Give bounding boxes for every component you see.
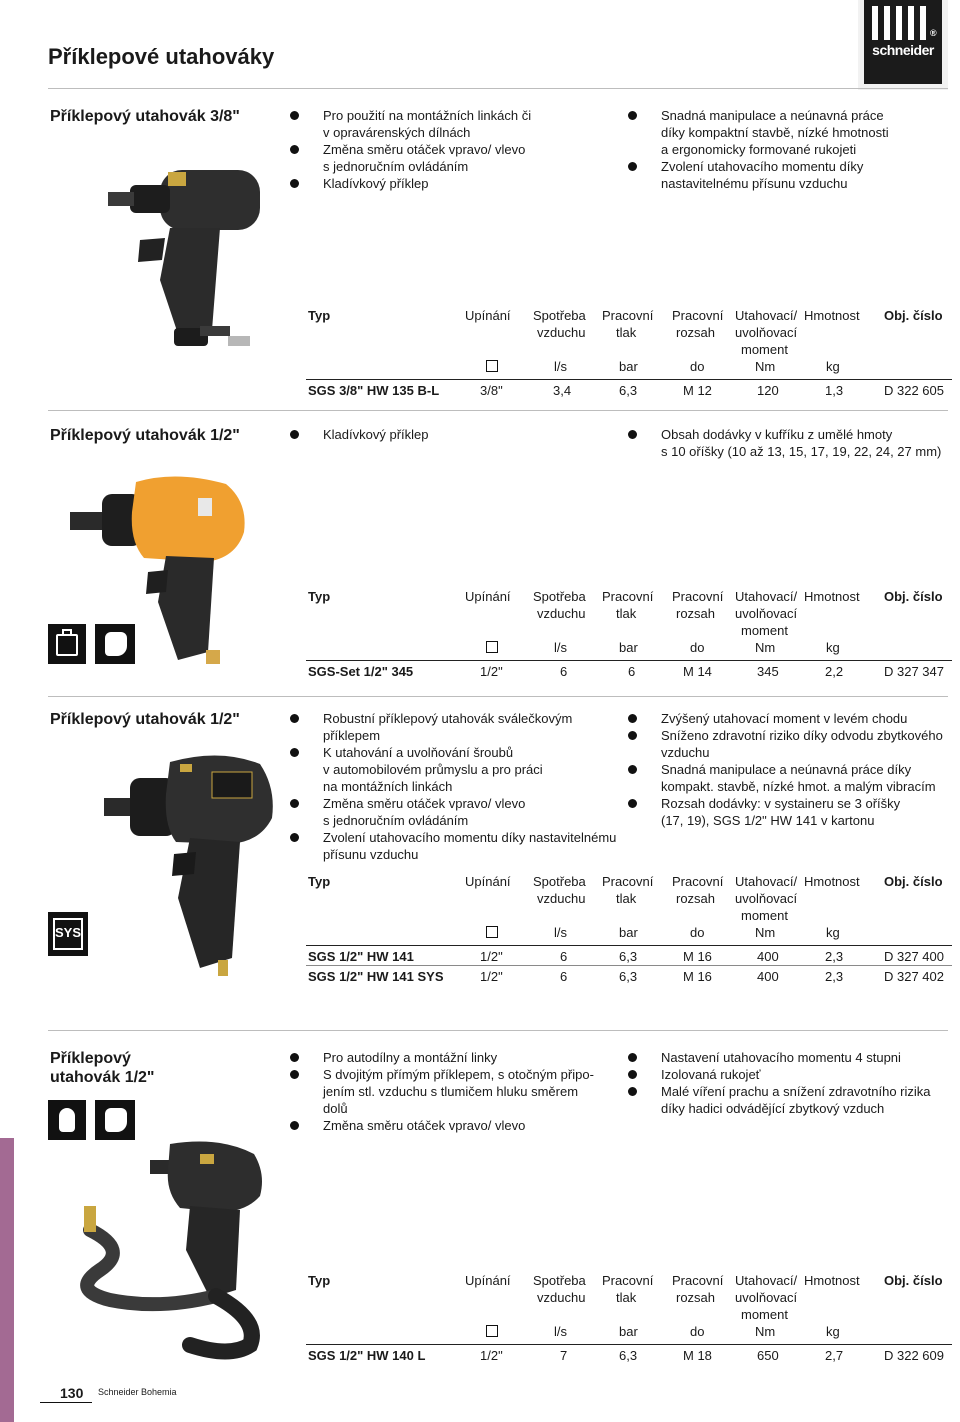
cell-obj: D 327 402 [884, 969, 944, 984]
unit-moment: Nm [755, 359, 776, 374]
footer-brand: Schneider Bohemia [98, 1387, 177, 1397]
list-item: Snadná manipulace a neúnavná práce díky [661, 761, 943, 778]
list-item: Rozsah dodávky: v systaineru se 3 oříšky [661, 795, 943, 812]
list-item: K utahování a uvolňování šroubů [323, 744, 616, 761]
cell-typ: SGS 1/2" HW 141 SYS [308, 969, 444, 984]
unit-moment: Nm [755, 1324, 776, 1339]
list-item: Změna směru otáček vpravo/ vlevo [323, 795, 616, 812]
feature-list-right: Snadná manipulace a neúnavná práce díky kompaktní stavbě, nízké hmotnosti a ergonomicky formované rukojeti Zvolení utahovacího momentu díky nastavitelnému přísunu vzduchu [661, 108, 889, 191]
list-item: Obsah dodávky v kufříku z umělé hmoty [661, 426, 941, 443]
cell-upinani: 1/2" [480, 949, 503, 964]
col-rozsah: Pracovní rozsah [672, 589, 724, 621]
spec-header [306, 873, 952, 945]
schneider-logo [858, 0, 948, 90]
cell-typ: SGS 1/2" HW 141 [308, 949, 414, 964]
feature-list-left: Robustní příklepový utahovák sválečkovým příklepem K utahování a uvolňování šroubů v automobilovém průmyslu a pro práci na montážních linkách Změna směru otáček vpravo/ vlevo s jednoručním ovládáním Zvolení utahovacího momentu díky nastavitelnému přísunu vzduchu [323, 711, 617, 862]
list-item: Snadná manipulace a neúnavná práce [661, 107, 889, 124]
col-hmotnost: Hmotnost [804, 874, 860, 889]
hand-icon [95, 624, 135, 664]
col-obj: Obj. číslo [884, 589, 943, 604]
col-typ: Typ [308, 874, 331, 889]
list-item: Změna směru otáček vpravo/ vlevo [323, 141, 531, 158]
feature-list-left [323, 426, 429, 443]
section-title: Příklepový utahovák 1/2" [50, 711, 240, 728]
col-moment: Utahovací/ uvolňovací moment [735, 308, 798, 357]
cell-moment: 345 [757, 664, 779, 679]
feature-list-right: Obsah dodávky v kufříku z umělé hmoty s 10 oříšky (10 až 13, 15, 17, 19, 22, 24, 27 mm) [661, 427, 942, 459]
col-hmotnost: Hmotnost [804, 1273, 860, 1288]
cell-hmotnost: 2,2 [825, 664, 844, 679]
cell-upinani: 1/2" [480, 969, 503, 984]
unit-rozsah: do [690, 640, 705, 655]
section-title: Příklepový utahovák 1/2" [50, 427, 240, 444]
spec-header [306, 1272, 952, 1344]
col-spotreba: Spotřeba vzduchu [533, 589, 586, 621]
cell-tlak: 6,3 [619, 969, 638, 984]
table-row [306, 965, 952, 985]
list-item: Izolovaná rukojeť [661, 1066, 931, 1083]
cell-rozsah: M 18 [683, 1348, 712, 1363]
col-typ: Typ [308, 308, 331, 323]
cell-obj: D 322 609 [884, 1348, 944, 1363]
cell-spotreba: 3,4 [553, 383, 572, 398]
table-row [306, 945, 952, 965]
unit-rozsah: do [690, 359, 705, 374]
unit-tlak: bar [619, 359, 638, 374]
unit-moment: Nm [755, 925, 776, 940]
cell-typ: SGS 1/2" HW 140 L [308, 1348, 426, 1363]
cell-tlak: 6,3 [619, 383, 638, 398]
footer-rule [40, 1402, 92, 1403]
checkbox-icon [486, 641, 498, 653]
feature-list-right: Nastavení utahovacího momentu 4 stupni Izolovaná rukojeť Malé víření prachu a snížení zdravotního rizika díky hadici odvádějící zbytkový vzduch [661, 1050, 931, 1116]
col-upinani: Upínání [465, 874, 511, 889]
col-upinani: Upínání [465, 1273, 511, 1288]
spec-table [306, 1272, 952, 1364]
table-row [306, 1344, 952, 1364]
col-tlak: Pracovní tlak [602, 589, 654, 621]
side-accent-bar [0, 1138, 14, 1422]
case-icon [48, 624, 86, 664]
list-item: Nastavení utahovacího momentu 4 stupni [661, 1049, 931, 1066]
col-tlak: Pracovní tlak [602, 874, 654, 906]
col-moment: Utahovací/ uvolňovací moment [735, 874, 798, 923]
spec-header [306, 588, 952, 660]
checkbox-icon [486, 1325, 498, 1337]
list-item: Kladívkový příklep [323, 427, 429, 442]
list-item: Malé víření prachu a snížení zdravotního rizika [661, 1084, 931, 1099]
col-spotreba: Spotřeba vzduchu [533, 1273, 586, 1305]
col-tlak: Pracovní tlak [602, 308, 654, 340]
list-item: Pro autodílny a montážní linky [323, 1049, 594, 1066]
spec-table [306, 588, 952, 680]
col-tlak: Pracovní tlak [602, 1273, 654, 1305]
cell-rozsah: M 14 [683, 664, 712, 679]
systainer-icon [48, 912, 88, 956]
feature-list-left: Pro autodílny a montážní linky S dvojitým přímým příklepem, s otočným připo- jením stl. vzduchu s tlumičem hluku směrem dolů Změna směru otáček vpravo/ vlevo [323, 1050, 594, 1133]
section-divider [48, 1030, 948, 1031]
spec-table [306, 873, 952, 985]
checkbox-icon [486, 360, 498, 372]
impact-wrench-dark-image [100, 738, 280, 978]
unit-tlak: bar [619, 1324, 638, 1339]
list-item: Zvýšený utahovací moment v levém chodu [661, 710, 943, 727]
list-item: Zvolení utahovacího momentu díky nastavitelnému [323, 830, 617, 845]
col-moment: Utahovací/ uvolňovací moment [735, 589, 798, 638]
unit-hmotnost: kg [826, 925, 840, 940]
cell-upinani: 1/2" [480, 1348, 503, 1363]
list-item: Kladívkový příklep [323, 175, 531, 192]
unit-hmotnost: kg [826, 359, 840, 374]
col-rozsah: Pracovní rozsah [672, 308, 724, 340]
sys-label: SYS [54, 925, 81, 940]
cell-tlak: 6,3 [619, 1348, 638, 1363]
cell-typ: SGS 3/8" HW 135 B-L [308, 383, 440, 398]
unit-moment: Nm [755, 640, 776, 655]
unit-tlak: bar [619, 925, 638, 940]
hand-icon [95, 1100, 135, 1140]
unit-rozsah: do [690, 925, 705, 940]
col-obj: Obj. číslo [884, 874, 943, 889]
page-title: Příklepové utahováky [48, 44, 275, 69]
cell-rozsah: M 16 [683, 949, 712, 964]
unit-rozsah: do [690, 1324, 705, 1339]
col-obj: Obj. číslo [884, 1273, 943, 1288]
checkbox-icon [486, 926, 498, 938]
cell-rozsah: M 12 [683, 383, 712, 398]
cell-hmotnost: 2,7 [825, 1348, 844, 1363]
col-moment: Utahovací/ uvolňovací moment [735, 1273, 798, 1322]
page-number: 130 [60, 1385, 84, 1401]
impact-wrench-3-8-image [100, 150, 270, 380]
col-hmotnost: Hmotnost [804, 308, 860, 323]
feature-list-left: Pro použití na montážních linkách či v opravárenských dílnách Změna směru otáček vpravo/ vlevo s jednoručním ovládáním Kladívkový příklep [323, 108, 532, 191]
unit-spotreba: l/s [554, 359, 567, 374]
cell-tlak: 6,3 [619, 949, 638, 964]
cell-obj: D 327 347 [884, 664, 944, 679]
col-typ: Typ [308, 589, 331, 604]
col-hmotnost: Hmotnost [804, 589, 860, 604]
spec-header [306, 307, 952, 379]
cell-obj: D 322 605 [884, 383, 944, 398]
cell-hmotnost: 2,3 [825, 949, 844, 964]
col-spotreba: Spotřeba vzduchu [533, 308, 586, 340]
section-title: Příklepový utahovák 3/8" [50, 108, 240, 125]
cell-spotreba: 6 [560, 664, 568, 679]
logo-stripes-icon [870, 6, 936, 40]
unit-hmotnost: kg [826, 640, 840, 655]
cell-spotreba: 7 [560, 1348, 568, 1363]
col-typ: Typ [308, 1273, 331, 1288]
col-upinani: Upínání [465, 308, 511, 323]
cell-moment: 120 [757, 383, 779, 398]
cell-upinani: 1/2" [480, 664, 503, 679]
unit-tlak: bar [619, 640, 638, 655]
list-item: Sníženo zdravotní riziko díky odvodu zbytkového [661, 728, 943, 743]
section-title: Příklepový utahovák 1/2" [50, 1050, 155, 1086]
section-divider [48, 696, 948, 697]
spec-table [306, 307, 952, 399]
feature-list-right: Zvýšený utahovací moment v levém chodu Sníženo zdravotní riziko díky odvodu zbytkového vzduchu Snadná manipulace a neúnavná práce díky kompakt. stavbě, nízké hmot. a malým vibracím Rozsah dodávky: v systaineru se 3 oříšky (17, 19), SGS 1/2" HW 141 v kartonu [661, 711, 943, 828]
cell-moment: 400 [757, 969, 779, 984]
impact-wrench-hose-image [40, 1140, 290, 1360]
cell-hmotnost: 2,3 [825, 969, 844, 984]
cell-moment: 400 [757, 949, 779, 964]
cell-moment: 650 [757, 1348, 779, 1363]
cell-tlak: 6 [628, 664, 636, 679]
cell-spotreba: 6 [560, 969, 568, 984]
unit-spotreba: l/s [554, 640, 567, 655]
cell-hmotnost: 1,3 [825, 383, 844, 398]
section-divider [48, 410, 948, 411]
logo-reg: ® [930, 28, 937, 38]
list-item: Robustní příklepový utahovák sválečkovým [323, 710, 616, 727]
unit-spotreba: l/s [554, 925, 567, 940]
list-item: S dvojitým přímým příklepem, s otočným připo- [323, 1067, 594, 1082]
table-row [306, 660, 952, 680]
list-item: Pro použití na montážních linkách či [323, 108, 532, 123]
cell-upinani: 3/8" [480, 383, 503, 398]
col-spotreba: Spotřeba vzduchu [533, 874, 586, 906]
section-divider [48, 88, 948, 89]
unit-spotreba: l/s [554, 1324, 567, 1339]
logo-text: schneider [872, 42, 934, 58]
glove-icon [48, 1100, 86, 1140]
cell-spotreba: 6 [560, 949, 568, 964]
unit-hmotnost: kg [826, 1324, 840, 1339]
list-item: Zvolení utahovacího momentu díky [661, 158, 889, 175]
col-upinani: Upínání [465, 589, 511, 604]
col-rozsah: Pracovní rozsah [672, 1273, 724, 1305]
table-row [306, 379, 952, 399]
cell-rozsah: M 16 [683, 969, 712, 984]
col-obj: Obj. číslo [884, 308, 943, 323]
col-rozsah: Pracovní rozsah [672, 874, 724, 906]
list-item: Změna směru otáček vpravo/ vlevo [323, 1117, 594, 1134]
cell-typ: SGS-Set 1/2" 345 [308, 664, 414, 679]
cell-obj: D 327 400 [884, 949, 944, 964]
